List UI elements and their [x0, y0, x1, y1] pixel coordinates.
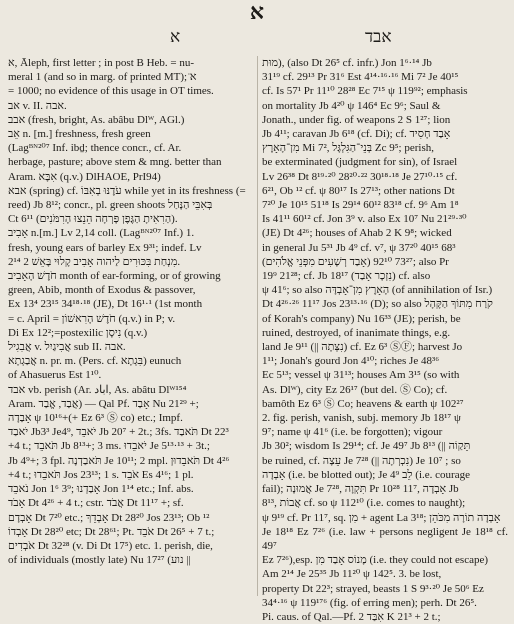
- text-line: 6²¹, Ob ¹² cf. ψ 80¹⁷ Is 27¹³; other nations Dt: [262, 184, 455, 197]
- text-line: Di Ex 12²;=postexilic נִיסָן (q.v.): [8, 326, 148, 339]
- text-line: Am 2¹⁴ Je 25³⁵ Jb 11²⁰ ψ 142⁵. 3. be lost,: [262, 568, 442, 581]
- text-line: Jonath., under fig. of weapons 2 S 1²⁷; lion: [262, 113, 451, 126]
- text-line: Je 18¹⁸ Ez 7²⁶ (i.e. law + persons negligent Je 18¹⁸ cf. 49⁷: [262, 525, 508, 552]
- text-line: Jb 4⁹+; 3 fpl. תֹּאבַדְנָה Je 10¹¹; 2 mpl. תֹּאבֵדוּן Dt 4²⁶: [8, 454, 230, 467]
- text-line: ψ 41⁶; so also הָאָרֶץ מִן־אָבְדָּה (of annihilation of Isr.): [262, 284, 493, 297]
- text-line: אָבִיב n.[m.] Lv 2,14 coll. (Lagᴮᴺ²⁰⁷ Inf.) 1.: [8, 227, 195, 240]
- text-line: 2. fig. perish, vanish, subj. memory Jb 18¹⁷ ψ: [262, 412, 461, 425]
- text-line: herbage, pasture; above stem & mng. better than: [8, 156, 222, 169]
- text-line: 2¹⁴ מִנְחַת בִּכּוּרִים לַיהוה אָבִיב קָלוּי בָּאֵשׁ 2.: [8, 255, 181, 268]
- text-line: אֵב n. [m.] freshness, fresh green: [8, 128, 151, 141]
- text-line: Ct 6¹¹ (הַרִאִיתָ הַגֶּפֶן פָּרְחָה הֵנֵצוּ הָרִמֹּנִים).: [8, 213, 178, 226]
- text-line: As. Dlᵂ), city Ez 26¹⁷ (but del. Ⓢ Co); cf.: [262, 383, 448, 396]
- text-line: fresh, young ears of barley Ex 9³¹; indef. Lv: [8, 241, 202, 254]
- text-line: be ruined, cf. עֵצָה Je 7²⁸ (|| נִכְרְתָה) Je 10⁷ ; so: [262, 454, 461, 467]
- text-line: אָבַדָה ψ 10¹⁶+(+ Ez 6³ Ⓢ co) etc.; Impf.: [8, 412, 183, 425]
- text-line: חֹדֶשׁ הָאָבִיב month of ear-forming, or of growing: [8, 270, 221, 283]
- text-line: cf. Is 57¹ Pr 11¹⁰ 28²⁸ Ec 7¹⁵ ψ 119⁹²; emphasis: [262, 85, 468, 98]
- text-line: אֲבַגְתָא n. pr. m. (Pers. cf. בִּגְתָא) eunuch: [8, 355, 182, 368]
- right-column: [262, 56, 508, 623]
- text-line: 9⁷; name ψ 41⁶ (i.e. be forgotten); vigour: [262, 426, 443, 439]
- text-line: מִן־הָאָרֶץ Mi 7², בְּנֵי־הַגִּלְגָּל Zc 9⁵; perish,: [262, 142, 434, 155]
- text-line: אבד vb. perish (Ar. اباد, As. abâtu Dlᵂ¹⁵⁴: [8, 383, 187, 396]
- text-line: of individuals (mostly late) Nu 17²⁷ (נוע ||: [8, 554, 191, 567]
- text-line: אָבֹד Dt 4²⁶ + 4 t.; cstr. אֲבֹד Dt 11¹⁷ +; sf.: [8, 497, 184, 510]
- right-column-header: אבד: [365, 27, 392, 46]
- text-line: of Ahasuerus Est 1¹⁰.: [8, 369, 102, 382]
- text-line: Lv 26³⁸ Dt 8¹⁹·²⁰ 28²⁰·²² 30¹⁸·¹⁸ Je 27¹⁰·¹⁵ cf.: [262, 170, 458, 183]
- text-line: Aram. אִבָּא (q.v.) DlHAOE, PrI94): [8, 170, 161, 183]
- text-line: אבב (fresh, bright, As. abâbu Dlᵂ, AGl.): [8, 113, 185, 126]
- text-line: Aram. אֲבַד, אֱבַד) — Qal Pf. אָבַד Nu 21²⁹ +;: [8, 397, 199, 410]
- left-column-header: א: [170, 27, 181, 46]
- text-line: meral 1 (and so in marg. of printed MT); א̈: [8, 71, 197, 84]
- text-line: +4 t.; תֹּאבֵד Jb 8¹³+; 3 ms. יֹאבֵדוּ Je 5¹³·¹³ + 3t.;: [8, 440, 210, 453]
- text-line: fail); אֲמוּנָה Je 7²⁸, תִּקְוָה Pr 10²⁸ 11⁷, אָבְדָה Jb: [262, 483, 459, 496]
- text-line: = 1000; no evidence of this usage in OT times.: [8, 85, 214, 98]
- text-line: Jb 4¹¹; caravan Jb 6¹⁸ (cf. Di); cf. אָבַד חָסִיד: [262, 128, 451, 141]
- text-line: = c. April = חֹדֶשׁ הָרִאשׁוֹן (q.v.) in P; v.: [8, 312, 176, 325]
- text-line: Ex 13⁴ 23¹⁵ 34¹⁸·¹⁸ (JE), Dt 16¹·¹ (1st month: [8, 298, 203, 311]
- text-line: אֲבִגִיל v. אֲבִיגַיִל sub II. אבה.: [8, 341, 126, 354]
- column-divider: [257, 56, 258, 596]
- text-line: אב v. II. אבה.: [8, 99, 67, 112]
- text-line: אָבְדָם Dt 7²⁰ etc.; אָבְדֵךְ Dt 28²⁰ Jos 23¹³; Ob ¹²: [8, 511, 210, 524]
- text-line: אָבְדָה (i.e. be blotted out); Je 4⁹ לֵב (i.e. courage: [262, 468, 470, 481]
- text-line: נֹאבֵד Jon 1⁶ 3⁹; אָבַדְנוּ Jon 1¹⁴ etc.; Inf. abs.: [8, 483, 194, 496]
- text-line: green, Abib, month of Exodus & passover,: [8, 284, 196, 297]
- text-line: אָבְדוֹ Dt 28²⁰ etc; Dt 28⁶¹; Pt. אֹבֵד Dt 26⁵ + 7 t.;: [8, 525, 215, 538]
- left-column: [8, 56, 254, 596]
- text-line: יֹאבַד Jb3³ Je4⁹, יֹאבֵד Jb 20⁷ + 2t.; 3fs. תֹּאבַד Dt 22³: [8, 426, 229, 439]
- text-line: אֹבְדִים Dt 32²⁸ (v. Di Dt 17⁵) etc. 1. perish, die,: [8, 539, 213, 552]
- text-line: of Korah's company) Nu 16³³ (JE); perish, be: [262, 312, 461, 325]
- text-line: land Je 9¹¹ (|| נִצְּתָה) cf. Ez 6³ ⓈⒻ; harvest Jo: [262, 341, 463, 354]
- text-line: 19⁹ 21²⁸; cf. Jb 18¹⁷ (נִזְכָר אָבַד) cf. also: [262, 270, 431, 283]
- text-line: be exterminated (judgment for sin), of Israel: [262, 156, 458, 169]
- text-line: on mortality Jb 4²⁰ ψ 146⁴ Ec 9⁶; Saul &: [262, 99, 441, 112]
- text-line: property Dt 22³; strayed, beasts 1 S 9³·²⁰ Je 50⁶ Ez: [262, 582, 484, 595]
- text-line: 34⁴·¹⁶ ψ 119¹⁷⁶ (fig. of erring men); perh. Dt 26⁵.: [262, 596, 477, 609]
- text-line: 8¹³, אֲבוֹת cf. so ψ 112¹⁰ (i.e. comes to naught);: [262, 497, 466, 510]
- text-line: Dt 4²⁶·²⁶ 11¹⁷ Jos 23¹³·¹⁶ (D); so also קֹרַח מִתּוֹךְ הַקָּהָל: [262, 298, 493, 311]
- text-line: 7²⁰ Je 10¹⁵ 51¹⁸ Is 29¹⁴ 60¹² 83¹⁸ cf. 9⁶ Am 1⁸: [262, 199, 459, 212]
- text-line: ruined, destroyed, of inanimate things, e.g.: [262, 326, 451, 339]
- page-header-letter: א: [249, 0, 265, 24]
- text-line: מוּת), (also Dt 26⁵ cf. infr.) Jon 1⁶·¹⁴ Jb: [262, 57, 432, 69]
- text-line: 1¹¹; Jonah's gourd Jon 4¹⁰; riches Je 48³⁶: [262, 355, 440, 368]
- text-line: (Lagᴮᴺ²⁰⁷ Inf. ibḏ; thence concr., cf. Ar.: [8, 142, 182, 155]
- text-line: (JE) Dt 4²⁶; houses of Ahab 2 K 9⁸; wicked: [262, 227, 452, 240]
- text-line: +4 t.; תֹּאבֵדוּ Jos 23¹³; 1 s. אֹבֵד Es 4¹⁶; 1 pl.: [8, 468, 194, 481]
- text-line: Jb 30²; wisdom Is 29¹⁴; cf. Je 49⁷ Jb 8¹³ (|| תֵּקַוֹה: [262, 440, 471, 453]
- text-line: Is 41¹¹ 60¹² cf. Jon 3⁹ v. also Ex 10⁷ Nu 21²⁹·³⁰: [262, 213, 467, 226]
- text-line: ψ 9¹⁹ cf. Pr 11⁷, sq. מִן + agent La 3¹⁸; אָבְדָה תוֹרָה מִכֹּהֵן: [262, 511, 501, 524]
- text-line: אבא (spring) cf. עֹדֶנּוּ בְאִבּוֹ while yet in its freshness (=: [8, 184, 246, 197]
- text-line: Ec 5¹³; vessel ψ 31¹³; houses Am 3¹⁵ (so with: [262, 369, 460, 382]
- text-line: bamôth Ez 6³ Ⓢ Co; heavens & earth ψ 102²⁷: [262, 397, 464, 410]
- text-line: Pi. caus. of Qal.—Pf. אִבַּד 2 K 21³ + 2 t.;: [262, 610, 441, 623]
- text-line: א, Āleph, first letter ; in post B Heb. = nu-: [8, 57, 195, 69]
- text-line: (אָבַד רְשָׁעִים מִפְּנֵי אֱלֹהִים) 73²⁷ 92¹⁰; also Pr: [262, 255, 449, 268]
- text-line: 31¹⁹ cf. 29¹³ Pr 31⁶ Est 4¹⁴·¹⁶·¹⁶ Mi 7² Je 40¹⁵: [262, 71, 459, 84]
- text-line: reed) Jb 8¹²; concr., pl. green shoots בְּאִבֵּי הַנָּחַל: [8, 199, 213, 212]
- text-line: in general Ju 5³¹ Jb 4⁹ cf. v⁷, ψ 37²⁰ 40¹⁵ 68³: [262, 241, 456, 254]
- text-line: Ez 7²⁶),esp. מָנוֹס אָבַד מִן (i.e. they could not escape): [262, 554, 489, 567]
